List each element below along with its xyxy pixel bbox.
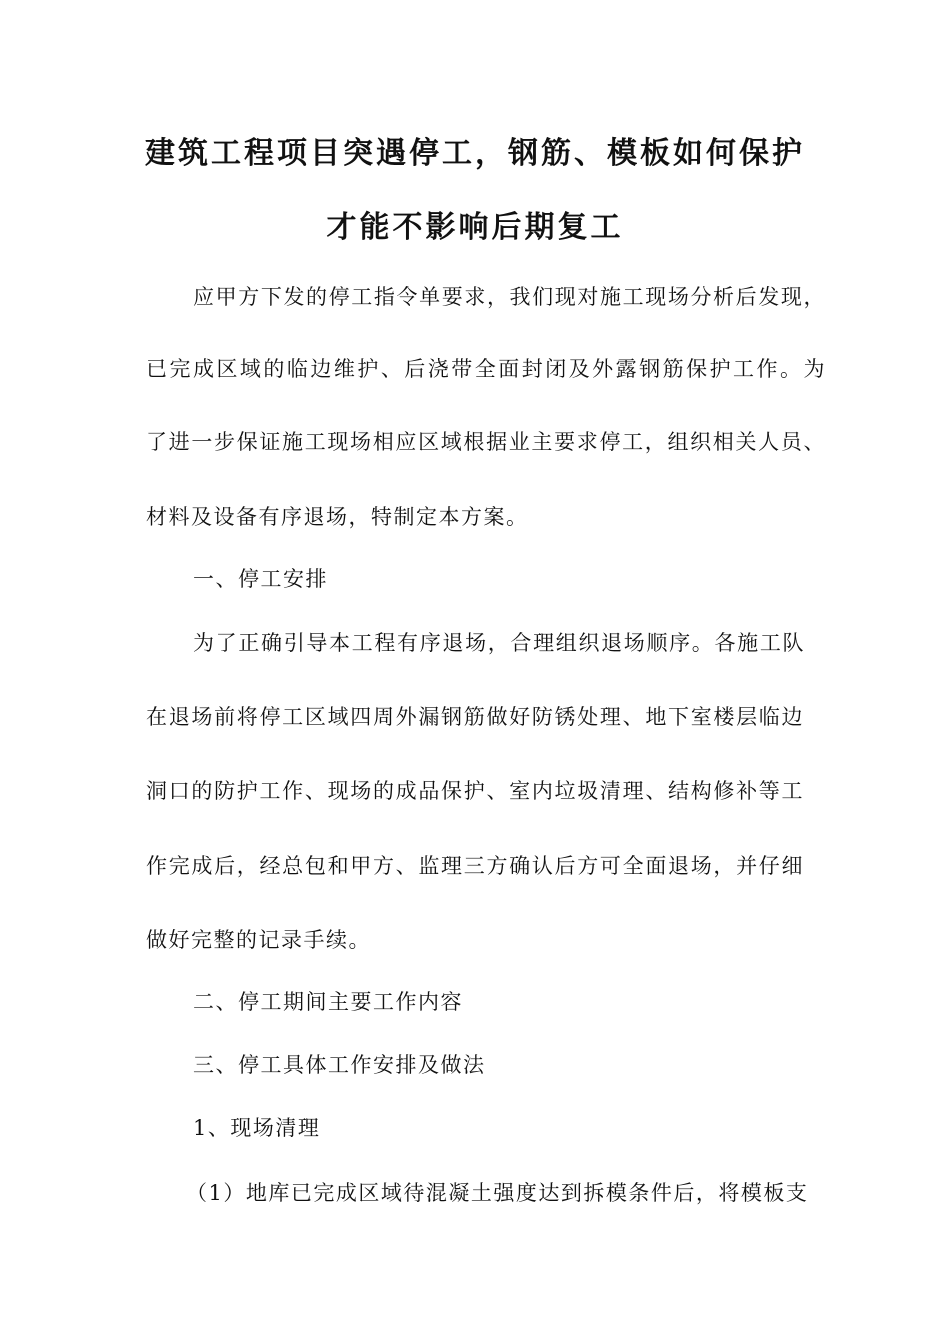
section-heading-3: 三、停工具体工作安排及做法 xyxy=(193,1053,486,1077)
paragraph-2-line-3: 洞口的防护工作、现场的成品保护、室内垃圾清理、结构修补等工 xyxy=(146,779,804,803)
document-title-line-2: 才能不影响后期复工 xyxy=(326,210,624,245)
document-title-line-1: 建筑工程项目突遇停工，钢筋、模板如何保护 xyxy=(145,136,805,171)
paragraph-2-line-2: 在退场前将停工区域四周外漏钢筋做好防锈处理、地下室楼层临边 xyxy=(146,705,804,729)
section-heading-2: 二、停工期间主要工作内容 xyxy=(193,990,463,1014)
paragraph-3-line-1: （1）地库已完成区域待混凝土强度达到拆模条件后，将模板支 xyxy=(186,1181,809,1205)
subsection-heading-1: 1、现场清理 xyxy=(193,1116,321,1140)
paragraph-2-line-5: 做好完整的记录手续。 xyxy=(146,928,371,952)
section-heading-1: 一、停工安排 xyxy=(193,567,328,591)
paragraph-1-line-4: 材料及设备有序退场，特制定本方案。 xyxy=(146,505,529,529)
paragraph-1-line-3: 了进一步保证施工现场相应区域根据业主要求停工，组织相关人员、 xyxy=(146,430,826,454)
paragraph-2-line-1: 为了正确引导本工程有序退场，合理组织退场顺序。各施工队 xyxy=(193,631,805,655)
paragraph-1-line-2: 已完成区域的临边维护、后浇带全面封闭及外露钢筋保护工作。为 xyxy=(146,357,826,381)
paragraph-1-line-1: 应甲方下发的停工指令单要求，我们现对施工现场分析后发现， xyxy=(193,285,826,309)
paragraph-2-line-4: 作完成后，经总包和甲方、监理三方确认后方可全面退场，并仔细 xyxy=(146,854,804,878)
